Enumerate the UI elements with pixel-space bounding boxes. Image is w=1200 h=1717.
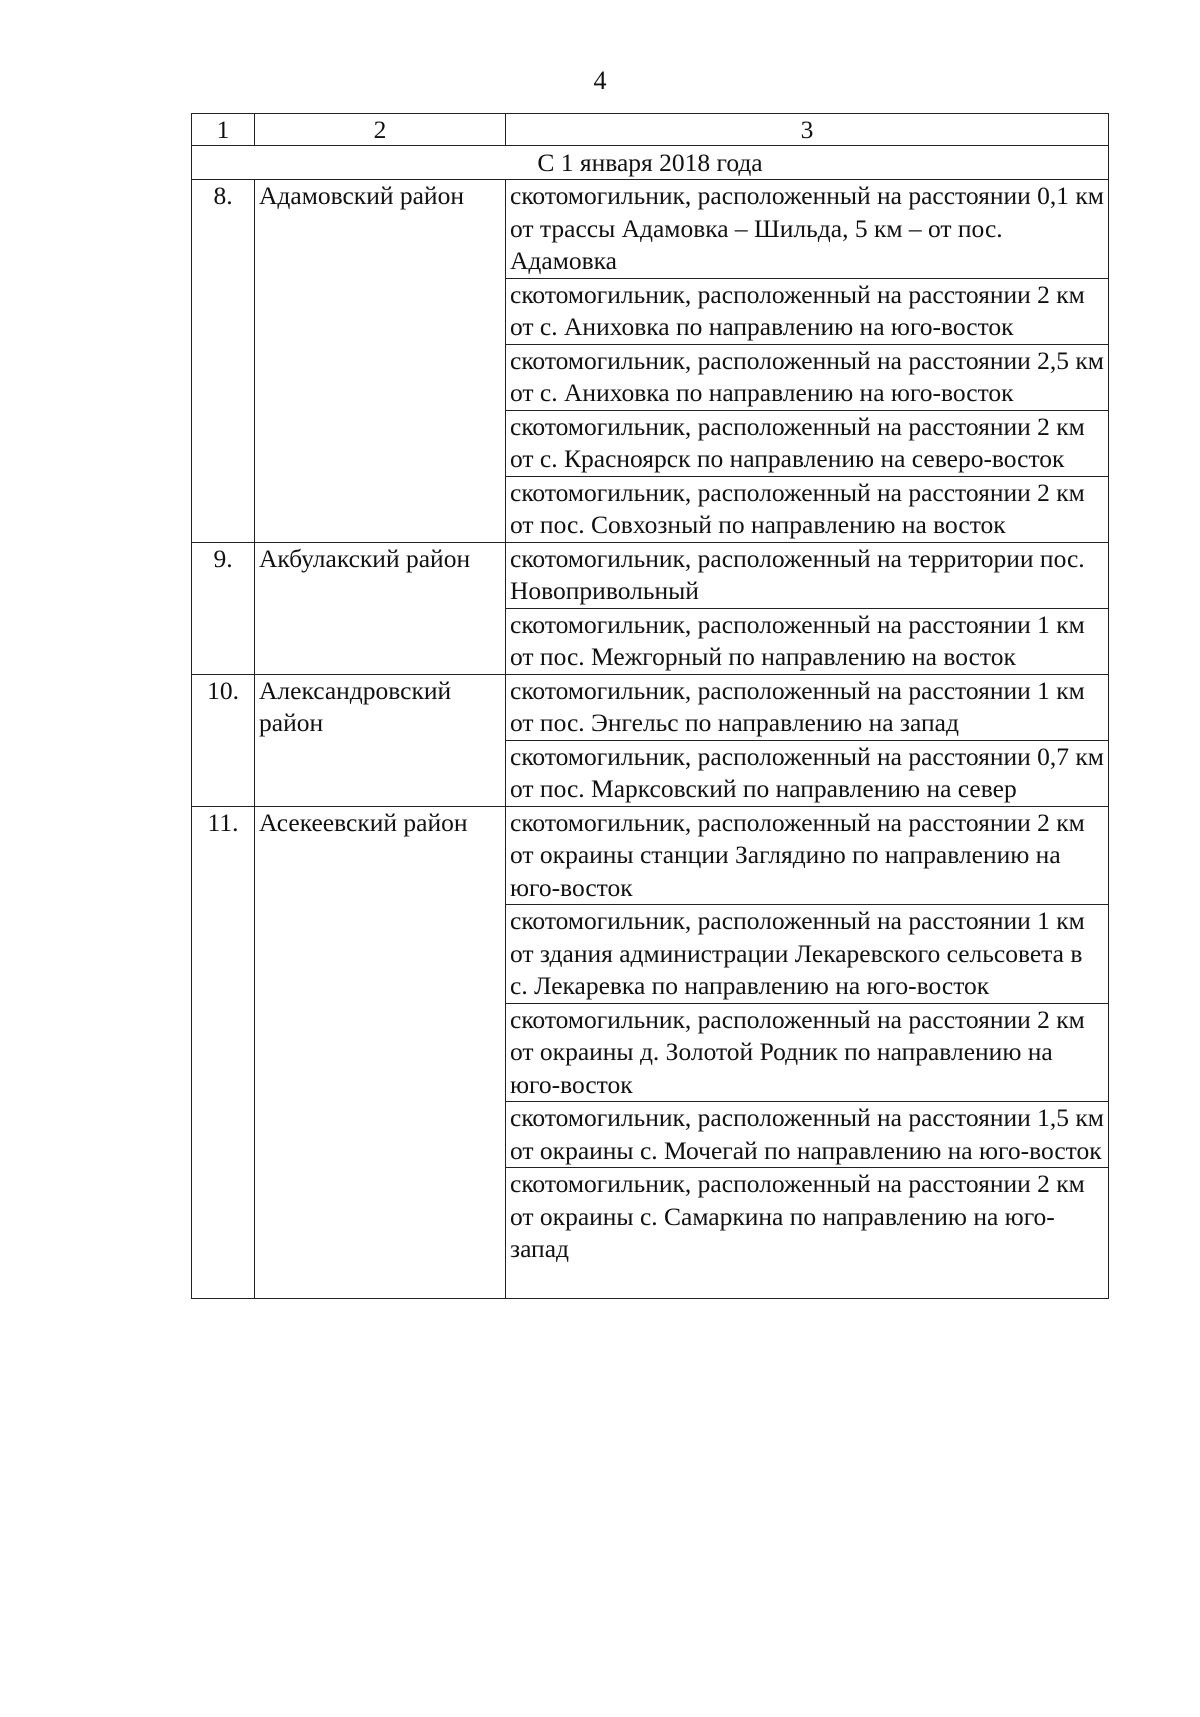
district-name: Адамовский район [255, 180, 506, 543]
section-title: С 1 января 2018 года [192, 146, 1109, 180]
row-number: 10. [192, 674, 255, 806]
district-name: Асекеевский район [255, 806, 506, 1299]
burial-sites-table [191, 113, 1109, 1299]
district-name: Александровский район [255, 674, 506, 806]
site-description: скотомогильник, расположенный на расстоянии 0,7 км от пос. Марксовский по направлению на север [506, 740, 1109, 806]
table-row [192, 542, 1109, 608]
site-description: скотомогильник, расположенный на расстоянии 2,5 км от с. Аниховка по направлению на юго-восток [506, 344, 1109, 410]
site-description: скотомогильник, расположенный на расстоянии 2 км от окраины д. Золотой Родник по направлению на юго-восток [506, 1003, 1109, 1102]
table-header-row [192, 114, 1109, 146]
site-description: скотомогильник, расположенный на расстоянии 2 км от окраины станции Заглядино по направлению на юго-восток [506, 806, 1109, 905]
row-number: 9. [192, 542, 255, 674]
section-row [192, 146, 1109, 180]
site-description: скотомогильник, расположенный на расстоянии 2 км от с. Красноярск по направлению на северо-восток [506, 410, 1109, 476]
page-number: 4 [593, 66, 607, 95]
site-description: скотомогильник, расположенный на расстоянии 1 км от пос. Энгельс по направлению на запад [506, 674, 1109, 740]
site-description: скотомогильник, расположенный на расстоянии 1 км от пос. Межгорный по направлению на восток [506, 608, 1109, 674]
site-description: скотомогильник, расположенный на расстоянии 1 км от здания администрации Лекаревского сельсовета в с. Лекаревка по направлению на юго-восток [506, 905, 1109, 1004]
site-description: скотомогильник, расположенный на расстоянии 2 км от пос. Совхозный по направлению на восток [506, 476, 1109, 542]
district-name: Акбулакский район [255, 542, 506, 674]
site-description: скотомогильник, расположенный на расстоянии 1,5 км от окраины с. Мочегай по направлению на юго-восток [506, 1102, 1109, 1168]
site-description: скотомогильник, расположенный на территории пос. Новопривольный [506, 542, 1109, 608]
site-description: скотомогильник, расположенный на расстоянии 2 км от окраины с. Самаркина по направлению на юго-запад [506, 1168, 1109, 1299]
column-header-2: 2 [255, 114, 506, 146]
table-row [192, 180, 1109, 279]
row-number: 11. [192, 806, 255, 1299]
site-description: скотомогильник, расположенный на расстоянии 0,1 км от трассы Адамовка – Шильда, 5 км – от пос. Адамовка [506, 180, 1109, 279]
site-description: скотомогильник, расположенный на расстоянии 2 км от с. Аниховка по направлению на юго-восток [506, 278, 1109, 344]
column-header-1: 1 [192, 114, 255, 146]
table-row [192, 674, 1109, 740]
table-row [192, 806, 1109, 905]
column-header-3: 3 [506, 114, 1109, 146]
row-number: 8. [192, 180, 255, 543]
